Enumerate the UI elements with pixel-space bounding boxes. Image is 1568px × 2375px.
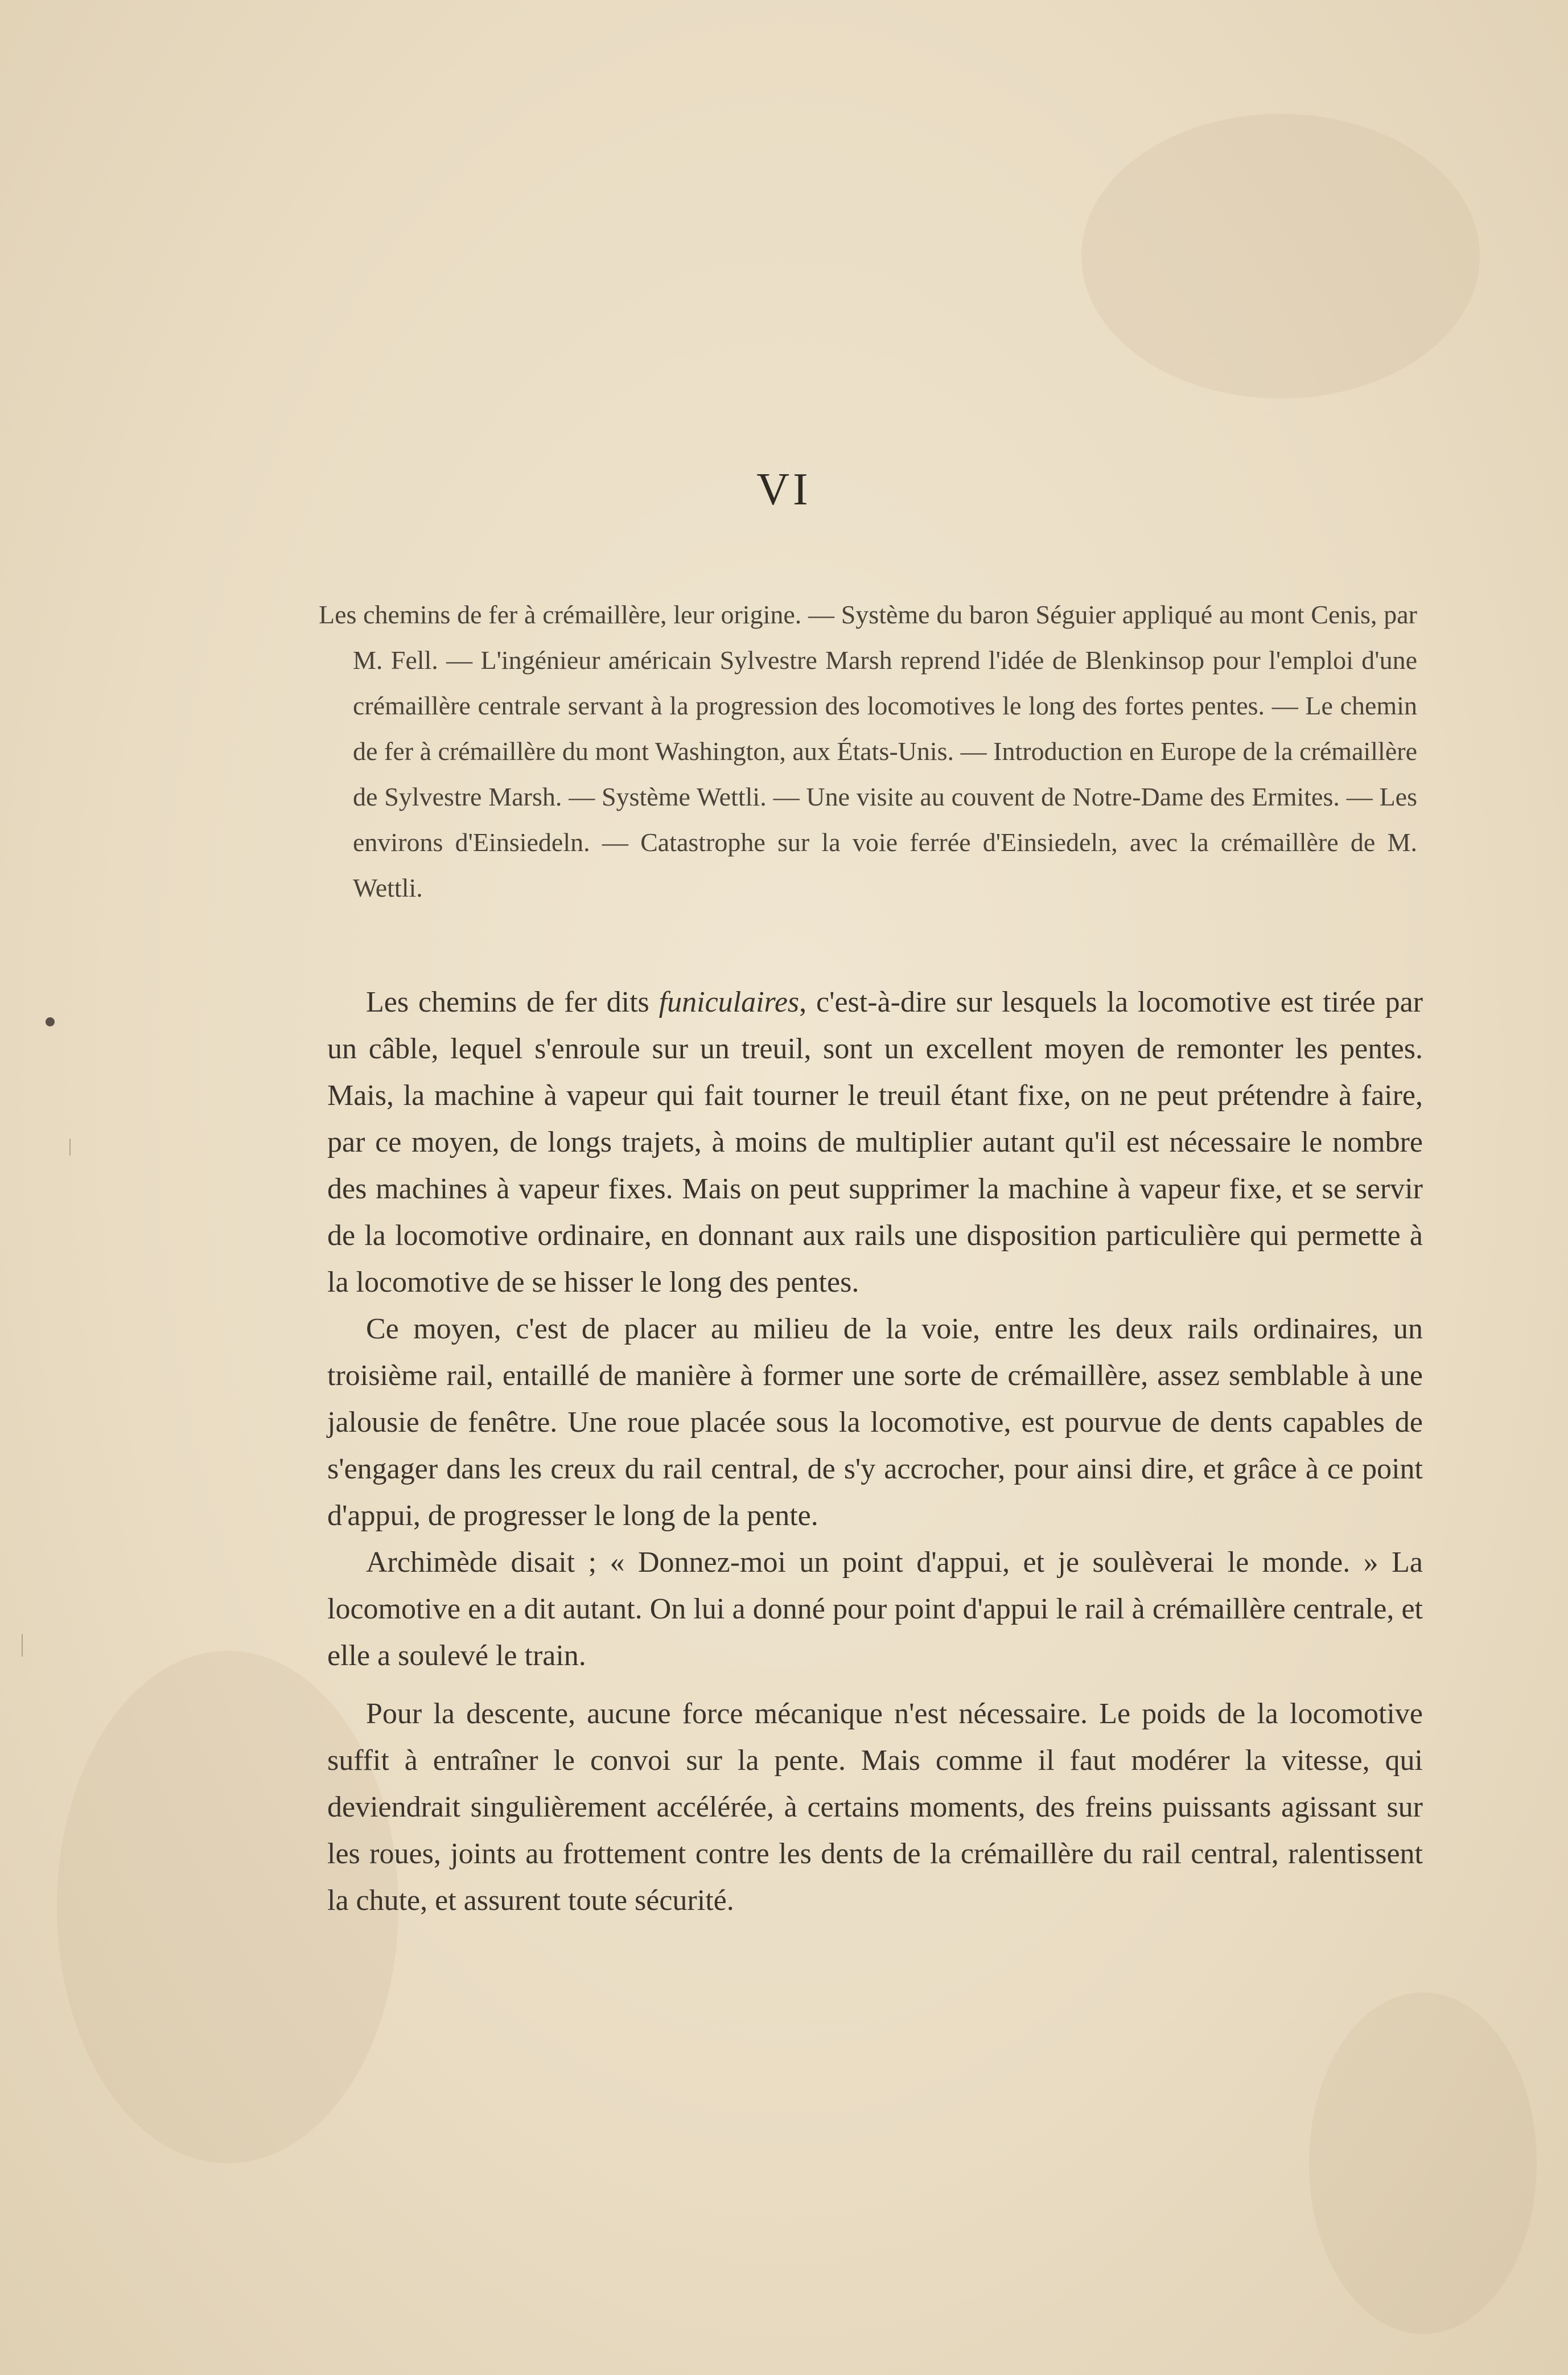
paper-stain xyxy=(1309,1992,1537,2334)
ink-dot xyxy=(46,1017,55,1026)
paragraph-1 xyxy=(327,979,1423,1306)
chapter-number: VI xyxy=(756,465,812,515)
paper-stain xyxy=(1081,114,1480,398)
italic-term: funiculaires xyxy=(659,986,800,1018)
paragraph-3: Archimède disait ; « Donnez-moi un point d'appui, et je soulèverai le monde. » La locomotive en a dit autant. On lui a donné pour point d'appui le rail à crémaillère centrale, et elle a soulevé le train. xyxy=(327,1546,1423,1672)
paragraph-4: Pour la descente, aucune force mécanique n'est nécessaire. Le poids de la locomotive suffit à entraîner le convoi sur la pente. Mais comme il faut modérer la vitesse, qui deviendrait singulièrement accélérée, à certains moments, des freins puissants agissant sur les roues, joints au frottement contre les dents de la crémaillère du rail central, ralentissent la chute, et assurent toute sécurité. xyxy=(327,1698,1423,1917)
paragraph-1-start: Les chemins de fer dits xyxy=(366,986,659,1018)
paragraph-2: Ce moyen, c'est de placer au milieu de la voie, entre les deux rails ordinaires, un troisième rail, entaillé de manière à former une sorte de crémaillère, assez semblable à une jalousie de fenêtre. Une roue placée sous la locomotive, est pourvue de dents capables de s'engager dans les creux du rail central, de s'y accrocher, pour ainsi dire, et grâce à ce point d'appui, de progresser le long de la pente. xyxy=(327,1313,1423,1532)
body-text xyxy=(327,979,1423,1924)
paragraph-1-rest: , c'est-à-dire sur lesquels la locomotive est tirée par un câble, lequel s'enroule sur un treuil, sont un excellent moyen de remonter les pentes. Mais, la machine à vapeur qui fait tourner le treuil étant fixe, on ne peut prétendre à faire, par ce moyen, de longs trajets, à moins de multiplier autant qu'il est nécessaire le nombre des machines à vapeur fixes. Mais on peut supprimer la machine à vapeur fixe, et se servir de la locomotive ordinaire, en donnant aux rails une disposition particulière qui permette à la locomotive de se hisser le long des pentes. xyxy=(327,986,1423,1299)
paper-fleck xyxy=(22,1634,23,1657)
chapter-summary: Les chemins de fer à crémaillère, leur origine. — Système du baron Séguier appliqué au mont Cenis, par M. Fell. — L'ingénieur américain Sylvestre Marsh reprend l'idée de Blenkinsop pour l'emploi d'une crémaillère centrale servant à la progression des locomotives le long des fortes pentes. — Le chemin de fer à crémaillère du mont Washington, aux États-Unis. — Introduction en Europe de la crémaillère de Sylvestre Marsh. — Système Wettli. — Une visite au couvent de Notre-Dame des Ermites. — Les environs d'Einsiedeln. — Catastrophe sur la voie ferrée d'Einsiedeln, avec la crémaillère de M. Wettli. xyxy=(319,600,1417,902)
paper-fleck xyxy=(69,1139,71,1156)
